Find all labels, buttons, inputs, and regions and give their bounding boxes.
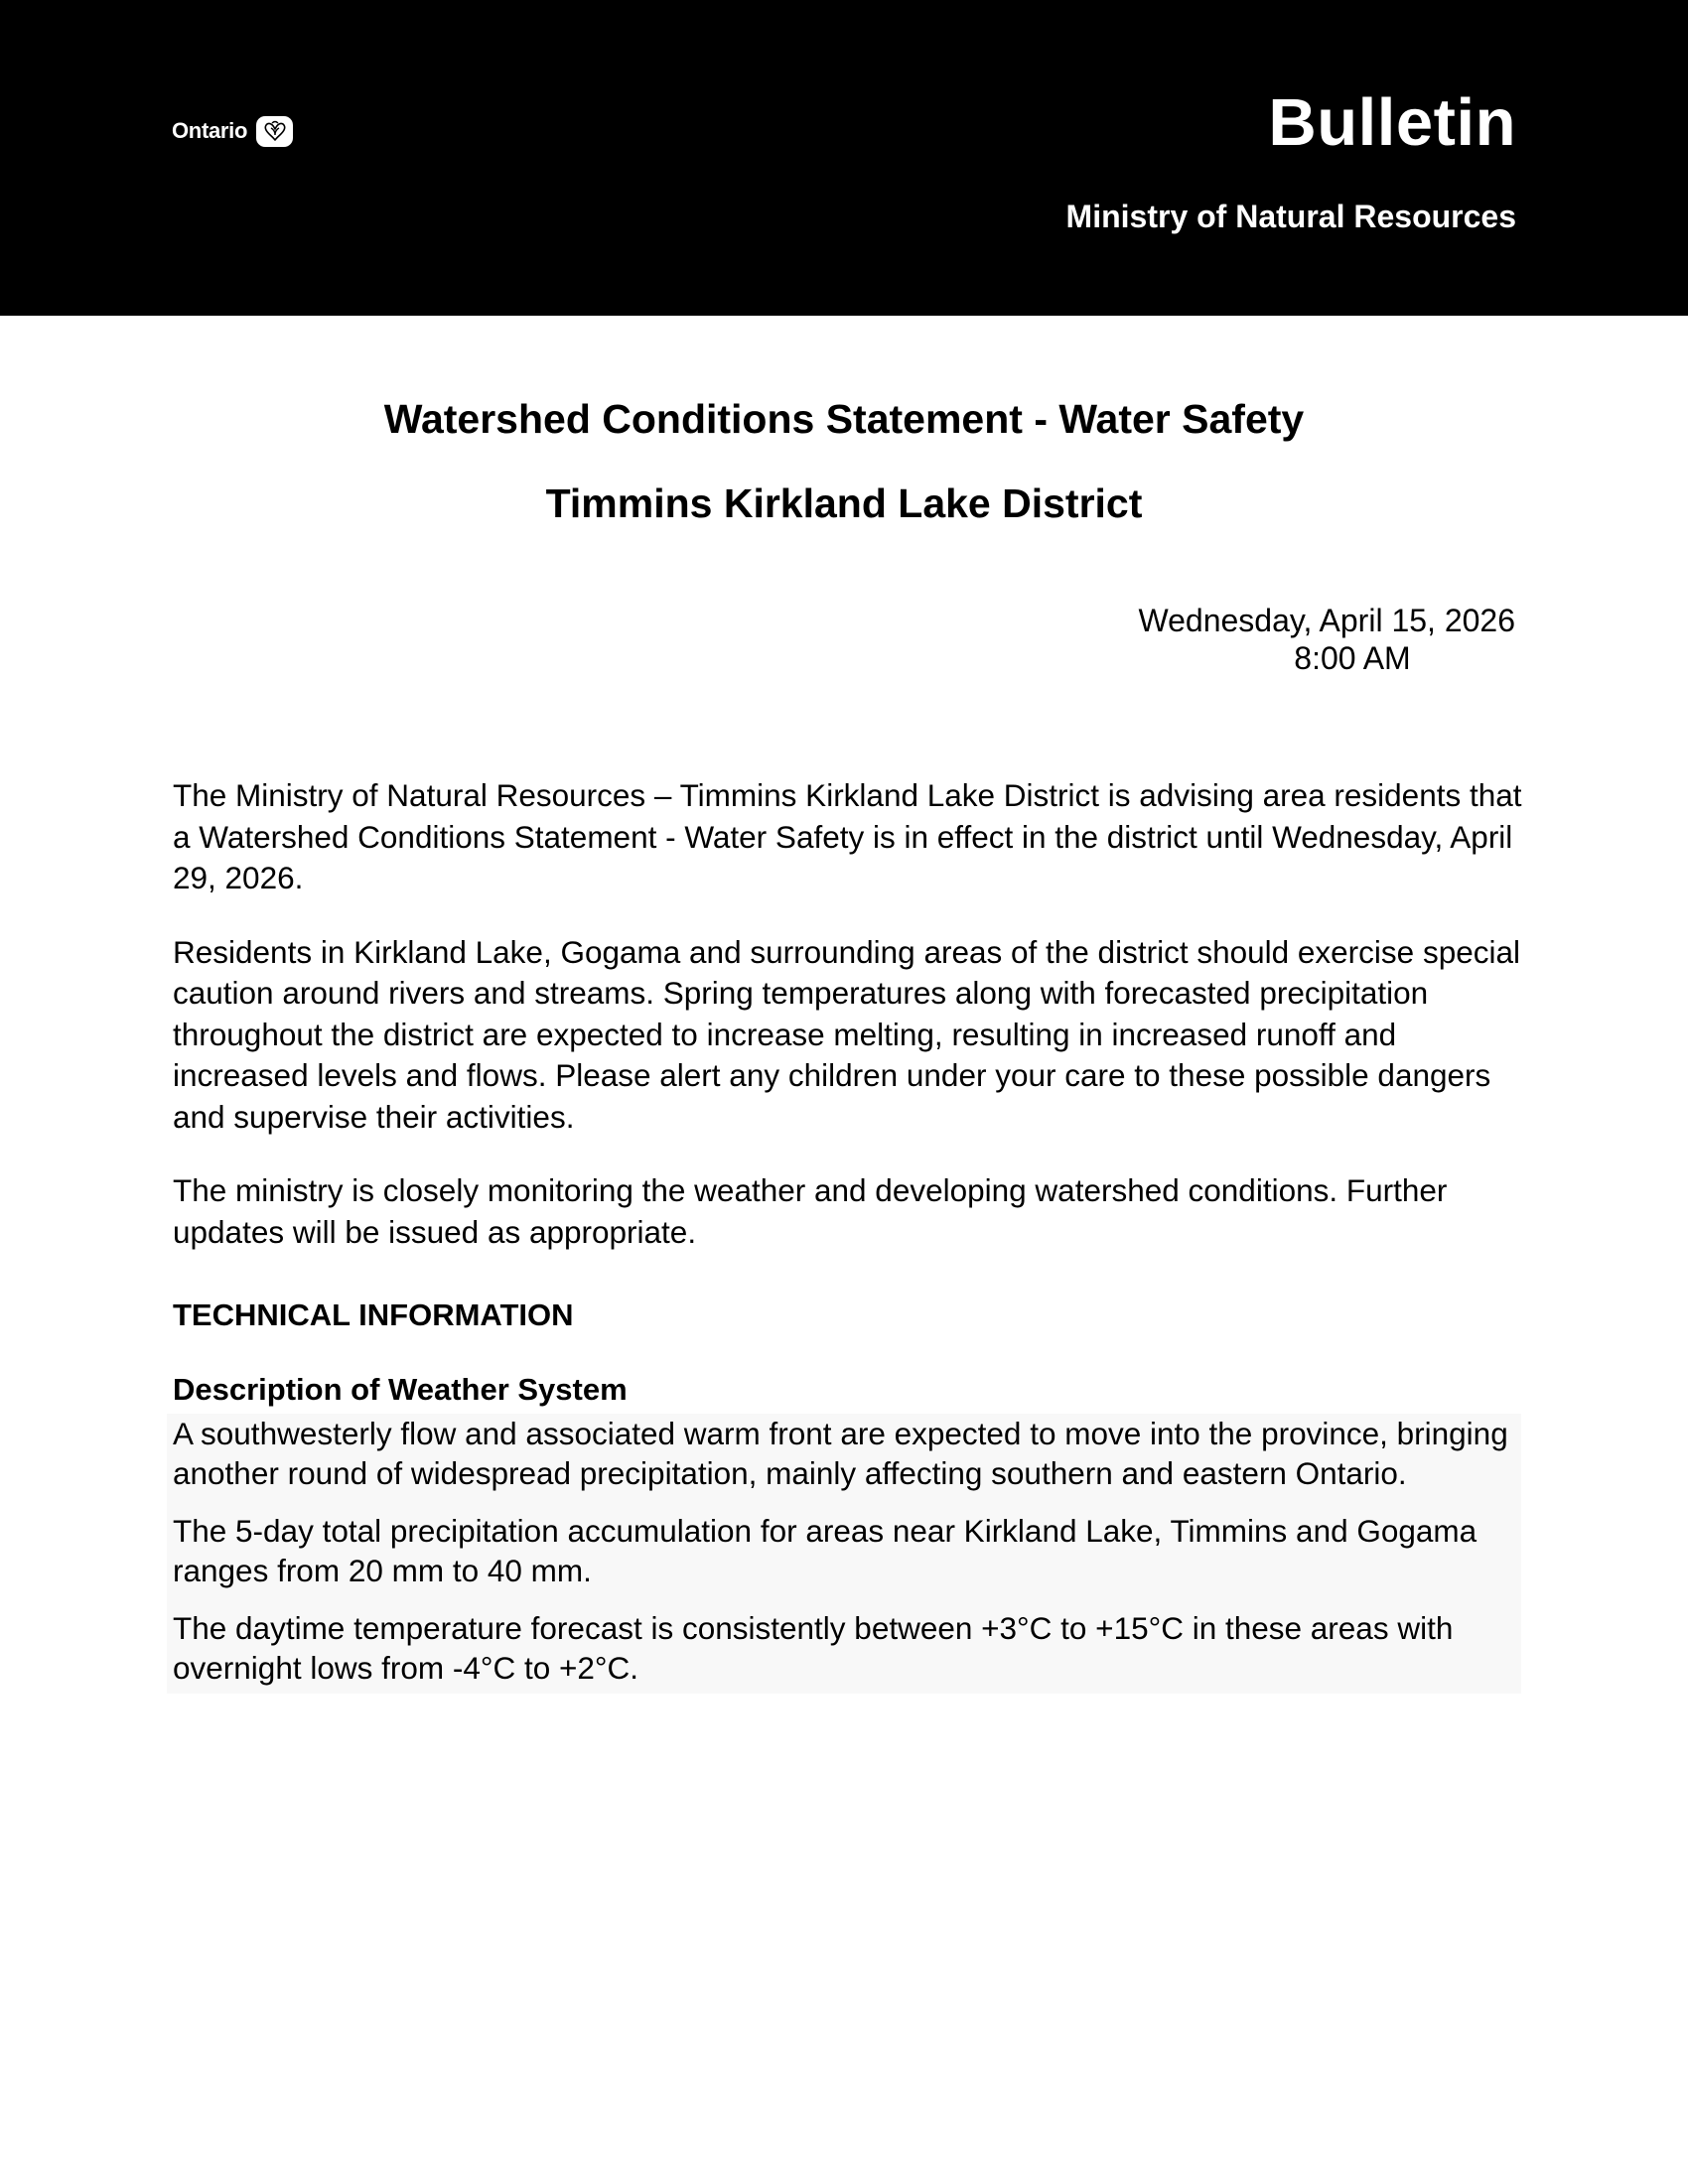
statement-title: Watershed Conditions Statement - Water Safety <box>383 396 1305 442</box>
weather-system-heading: Description of Weather System <box>173 1372 628 1407</box>
temperature-paragraph: The daytime temperature forecast is consistently between +3°C to +15°C in these areas with overnight lows from -4°C to +2°C. <box>173 1610 1454 1686</box>
bulletin-header <box>0 0 1688 316</box>
issue-date: Wednesday, April 15, 2026 <box>1138 603 1515 638</box>
trillium-icon <box>256 116 293 147</box>
monitoring-paragraph: The ministry is closely monitoring the weather and developing watershed conditions. Further updates will be issued as appropriate. <box>173 1172 1448 1250</box>
advisory-paragraph: The Ministry of Natural Resources – Timmins Kirkland Lake District is advising area residents that a Watershed Conditions Statement - Water Safety is in effect in the district until Wednesday, April 29, 2026. <box>173 777 1522 895</box>
ministry-name: Ministry of Natural Resources <box>1065 199 1516 234</box>
bulletin-title: Bulletin <box>1268 85 1516 160</box>
caution-paragraph: Residents in Kirkland Lake, Gogama and surrounding areas of the district should exercise special caution around rivers and streams. Spring temperatures along with forecasted precipitation throughout the district are expected to increase melting, resulting in increased runoff and increased levels and flows. Please alert any children under your care to these possible dangers and supervise their activities. <box>173 933 1520 1135</box>
issue-time: 8:00 AM <box>1294 640 1411 676</box>
bulletin-body <box>173 775 1533 1694</box>
weather-description-box <box>167 1414 1521 1694</box>
weather-flow-paragraph: A southwesterly flow and associated warm front are expected to move into the province, bringing another round of widespread precipitation, mainly affecting southern and eastern Ontario. <box>173 1416 1508 1491</box>
ontario-logo-text: Ontario <box>172 118 248 143</box>
ontario-logo <box>172 115 293 147</box>
district-title: Timmins Kirkland Lake District <box>545 480 1143 526</box>
precipitation-paragraph: The 5-day total precipitation accumulation for areas near Kirkland Lake, Timmins and Gogama ranges from 20 mm to 40 mm. <box>173 1513 1477 1588</box>
dateline <box>1098 602 1515 677</box>
technical-information-heading: TECHNICAL INFORMATION <box>173 1297 574 1332</box>
